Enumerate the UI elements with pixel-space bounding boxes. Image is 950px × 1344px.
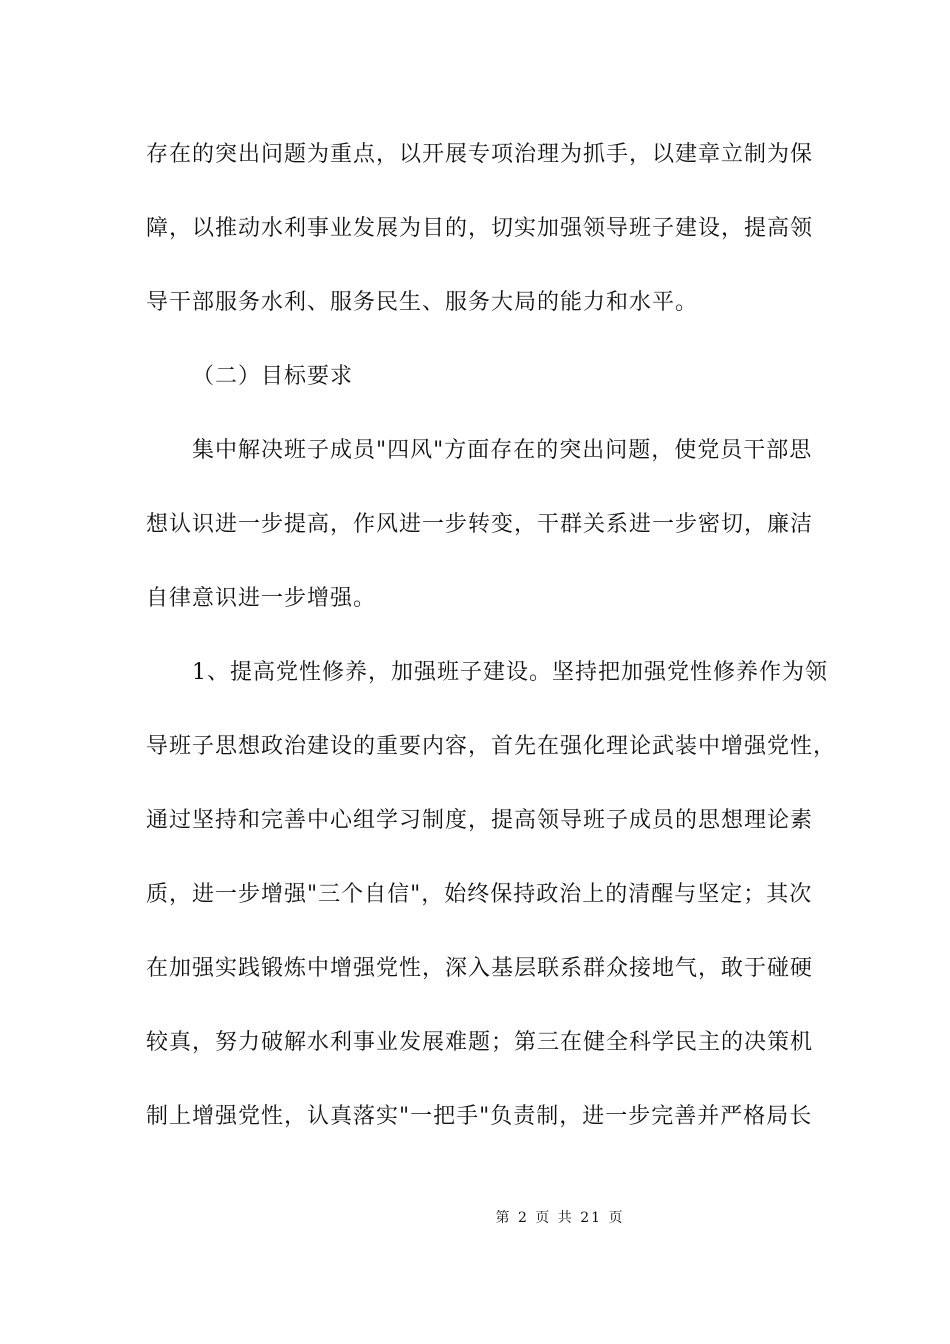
text-line-12: 在加强实践锻炼中增强党性，深入基层联系群众接地气，敢于碰硬 <box>146 956 814 981</box>
text-line-10: 通过坚持和完善中心组学习制度，提高领导班子成员的思想理论素 <box>146 808 814 833</box>
text-line-11: 质，进一步增强"三个自信"，始终保持政治上的清醒与坚定；其次 <box>146 882 813 907</box>
text-line-7: 自律意识进一步增强。 <box>146 586 377 611</box>
page-footer: 第 2 页 共 21 页 <box>495 1210 625 1226</box>
text-line-5: 集中解决班子成员"四风"方面存在的突出问题，使党员干部思 <box>192 438 813 463</box>
text-line-9: 导班子思想政治建设的重要内容，首先在强化理论武装中增强党性， <box>146 734 837 759</box>
text-line-14: 制上增强党性，认真落实"一把手"负责制，进一步完善并严格局长 <box>146 1104 813 1129</box>
text-line-2: 障，以推动水利事业发展为目的，切实加强领导班子建设，提高领 <box>146 216 814 241</box>
section-heading: （二）目标要求 <box>192 364 354 389</box>
text-line-8: 1、提高党性修养，加强班子建设。坚持把加强党性修养作为领 <box>192 660 828 685</box>
text-line-3: 导干部服务水利、服务民生、服务大局的能力和水平。 <box>146 290 699 315</box>
text-line-13: 较真，努力破解水利事业发展难题；第三在健全科学民主的决策机 <box>146 1030 814 1055</box>
text-line-1: 存在的突出问题为重点，以开展专项治理为抓手，以建章立制为保 <box>146 142 814 167</box>
text-line-6: 想认识进一步提高，作风进一步转变，干群关系进一步密切，廉洁 <box>146 512 814 537</box>
